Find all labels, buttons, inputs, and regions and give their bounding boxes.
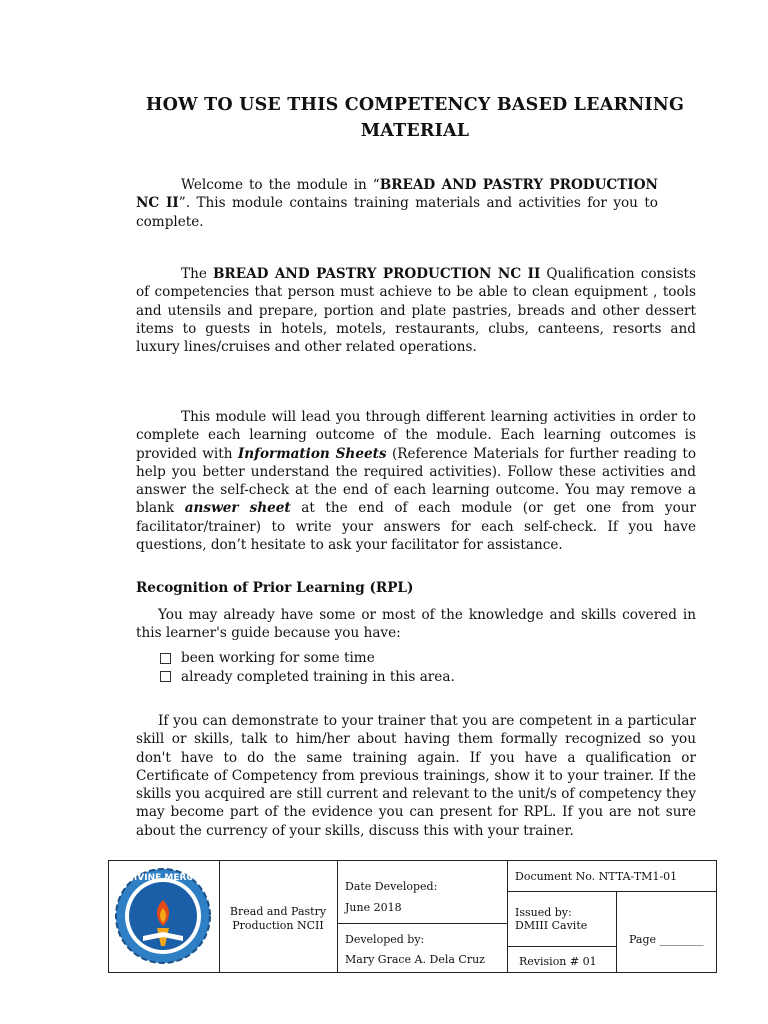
divider [337, 861, 338, 972]
information-sheets-term: Information Sheets [237, 445, 387, 462]
intro-module-name: BREAD AND PASTRY PRODUCTION NC II [136, 177, 658, 212]
rpl-bullet-list [160, 649, 455, 686]
logo-lettering: DIVINE MERCY [126, 873, 200, 883]
divider [507, 891, 716, 892]
checkbox-icon [160, 671, 171, 682]
guide-part-1: This module will lead you through different learning activities in order to complete each learning outcome of the module. Each learning outcomes is provided with [136, 409, 696, 462]
divider [507, 946, 616, 947]
title-line-1: HOW TO USE THIS COMPETENCY BASED LEARNING [145, 95, 685, 115]
issued-by-label: Issued by: [515, 906, 572, 919]
qualification-paragraph [136, 265, 696, 356]
issued-by-value: DMIII Cavite [515, 919, 588, 932]
guide-part-3: at the end of each module (or get one from your facilitator/trainer) to write your answers for each self-check. If you have questions, don’t hesitate to ask your facilitator for assistance. [136, 500, 697, 554]
school-logo [113, 866, 213, 966]
answer-sheet-term: answer sheet [184, 500, 291, 517]
page-title [120, 92, 710, 144]
title-line-2: MATERIAL [360, 121, 470, 141]
bullet-text: already completed training in this area. [181, 668, 455, 685]
date-developed-label: Date Developed: [345, 880, 438, 893]
intro-welcome-post: ”. This module contains training materials and activities for you to complete. [136, 195, 658, 230]
course-name-line-2: Production NCII [232, 919, 324, 932]
intro-welcome-text: Welcome to the module in “ [181, 177, 380, 193]
page-number-field: Page ________ [629, 933, 704, 946]
rpl-body-text: If you can demonstrate to your trainer that you are competent in a particular skill or skills, talk to him/her about having them formally recognized so you don't have to do the same training again. If you have a qualification or Certificate of Competency from previous trainings, show it to your trainer. If the skills you acquired are still current and relevant to the unit/s of competency they may become part of the evidence you can present for RPL. If you are not sure about the currency of your skills, discuss this with your trainer. [136, 713, 696, 839]
list-item [160, 668, 455, 687]
intro-paragraph [136, 176, 658, 231]
rpl-intro-text: You may already have some or most of the knowledge and skills covered in this learner's guide because you have: [136, 607, 696, 642]
guide-part-2: (Reference Materials for further reading to help you better understand the required activities). Follow these activities and answer the self-check at the end of each learning outcome. You may remove a blank [136, 445, 697, 517]
rpl-intro-paragraph [136, 606, 696, 643]
checkbox-icon [160, 653, 171, 664]
document-number: Document No. NTTA-TM1-01 [515, 870, 678, 883]
course-name-line-1: Bread and Pastry [229, 905, 327, 918]
divider [337, 923, 507, 924]
qualification-pre: The [181, 266, 213, 282]
guide-paragraph [136, 408, 696, 554]
rpl-heading: Recognition of Prior Learning (RPL) [136, 580, 414, 596]
course-name [219, 905, 337, 933]
qualification-name: BREAD AND PASTRY PRODUCTION NC II [212, 266, 541, 282]
date-developed-value: June 2018 [345, 901, 402, 914]
bullet-text: been working for some time [181, 650, 375, 666]
list-item [160, 649, 455, 668]
developed-by-value: Mary Grace A. Dela Cruz [345, 953, 485, 966]
divider [616, 891, 617, 972]
developed-by-label: Developed by: [345, 933, 425, 946]
qualification-post: Qualification consists of competencies that person must achieve to be able to clean equipment , tools and utensils and prepare, portion and plate pastries, breads and other dessert items to guests in hotels, motels, restaurants, clubs, canteens, resorts and luxury lines/cruises and other related operations. [136, 266, 696, 356]
divider [507, 861, 508, 972]
revision-number: Revision # 01 [519, 955, 597, 968]
rpl-body-paragraph [136, 712, 696, 840]
